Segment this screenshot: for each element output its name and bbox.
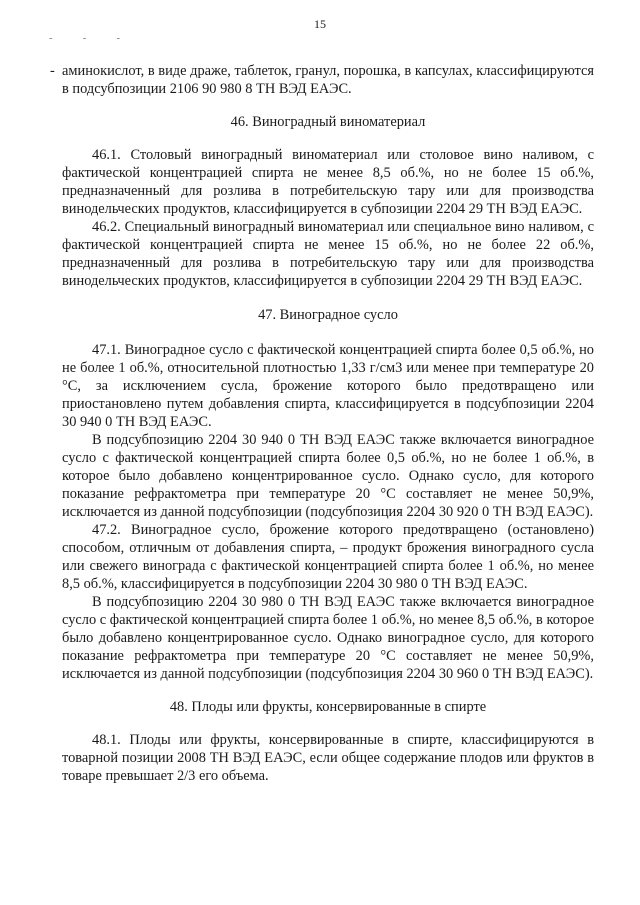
paragraph-47-1: 47.1. Виноградное сусло с фактической концентрацией спирта более 0,5 об.%, но не более 1 об.%, относительной плотностью 1,33 г/см3 или менее при температуре 20 °С, за исключением сусла, брожение которого было предотвращено или приостановлено путем добавления спирта, классифицируется в подсубпозиции 2204 30 940 0 ТН ВЭД ЕАЭС. — [62, 342, 594, 430]
section-heading-47: 47. Виноградное сусло — [258, 307, 398, 323]
paragraph-47-2: 47.2. Виноградное сусло, брожение которого предотвращено (остановлено) способом, отличным от добавления спирта, – продукт брожения виноградного сусла или свежего винограда с фактической концентрацией спирта более 1 об.%, но менее 8,5 об.%, классифицируется в подсубпозиции 2204 30 980 0 ТН ВЭД ЕАЭС. — [62, 522, 594, 592]
paragraph-48-1: 48.1. Плоды или фрукты, консервированные в спирте, классифицируются в товарной позиции 2008 ТН ВЭД ЕАЭС, если общее содержание плодов или фруктов в товаре превышает 2/3 его объема. — [62, 732, 594, 784]
scan-marks: - - - — [49, 33, 134, 44]
paragraph-47-1-note: В подсубпозицию 2204 30 940 0 ТН ВЭД ЕАЭС также включается виноградное сусло с фактической концентрацией спирта более 0,5 об.%, но не более 1 об.%, в которое было добавлено концентрированное сусло. Однако сусло, для которого показание рефрактометра при температуре 20 °С составляет не менее 50,9%, исключается из данной подсубпозиции (подсубпозиция 2204 30 920 0 ТН ВЭД ЕАЭС). — [62, 432, 594, 520]
document-body — [50, 62, 594, 785]
intro-text: аминокислот, в виде драже, таблеток, гранул, порошка, в капсулах, классифицируются в подсубпозиции 2106 90 980 8 ТН ВЭД ЕАЭС. — [62, 63, 594, 97]
intro-dash: - — [50, 63, 55, 79]
section-heading-46: 46. Виноградный виноматериал — [230, 114, 426, 130]
paragraph-46-1: 46.1. Столовый виноградный виноматериал или столовое вино наливом, с фактической концентрацией спирта не менее 8,5 об.%, но не более 15 об.%, предназначенный для розлива в потребительскую тару или для производства винодельческих продуктов, классифицируется в субпозиции 2204 29 ТН ВЭД ЕАЭС. — [62, 147, 594, 217]
section-heading-48: 48. Плоды или фрукты, консервированные в спирте — [169, 699, 487, 715]
paragraph-46-2: 46.2. Специальный виноградный виноматериал или специальное вино наливом, с фактической концентрацией спирта не менее 15 об.%, но не более 22 об.%, предназначенный для розлива в потребительскую тару или для производства винодельческих продуктов, классифицируется в субпозиции 2204 29 ТН ВЭД ЕАЭС. — [62, 219, 594, 289]
page-number: 15 — [314, 17, 326, 31]
intro-paragraph — [50, 62, 594, 98]
paragraph-47-2-note: В подсубпозицию 2204 30 980 0 ТН ВЭД ЕАЭС также включается виноградное сусло с фактической концентрацией спирта более 1 об.%, но менее 8,5 об.%, в которое было добавлено концентрированное сусло. Однако виноградное сусло, для которого показание рефрактометра при температуре 20 °С составляет не менее 50,9%, исключается из данной подсубпозиции (подсубпозиция 2204 30 960 0 ТН ВЭД ЕАЭС). — [62, 594, 594, 682]
